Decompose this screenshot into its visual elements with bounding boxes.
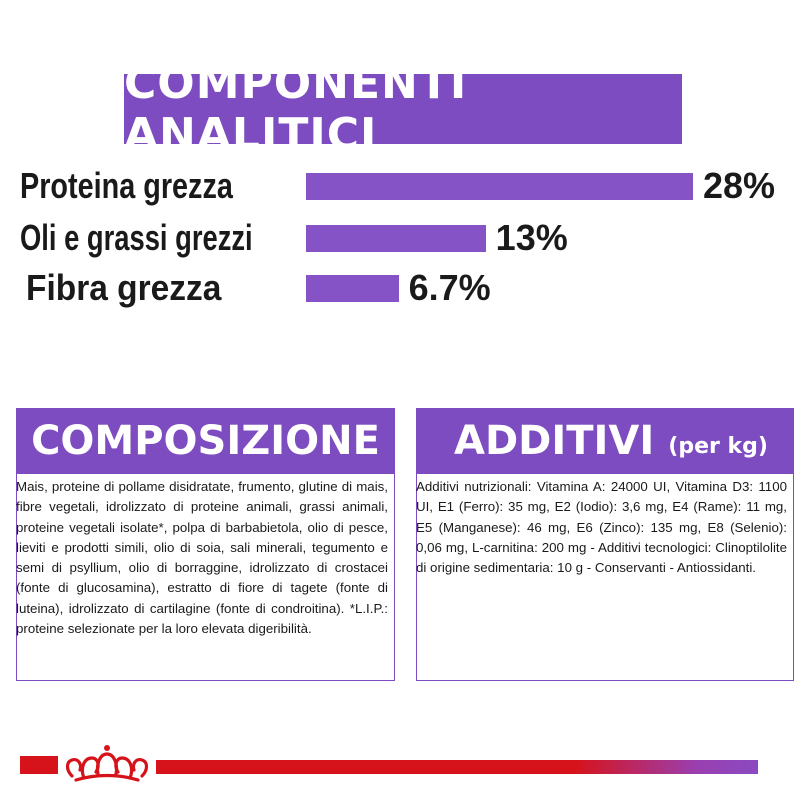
additivi-subtitle: (per kg) (668, 433, 768, 459)
nutrient-bar (306, 173, 693, 200)
nutrient-label: Proteina grezza (20, 165, 233, 206)
nutrient-value: 13% (495, 217, 568, 258)
nutrient-bar (306, 275, 399, 302)
royal-canin-crown-icon (58, 744, 156, 784)
nutrient-label: Oli e grassi grezzi (20, 217, 253, 258)
analitici-title: COMPONENTI ANALITICI (124, 58, 468, 160)
composizione-title: COMPOSIZIONE (31, 418, 380, 464)
composizione-box (16, 474, 395, 681)
composizione-header (16, 408, 395, 474)
footer-gradient-stripe (146, 760, 758, 774)
nutrient-value: 28% (703, 165, 776, 206)
nutrient-label: Fibra grezza (26, 267, 222, 308)
additivi-text: Additivi nutrizionali: Vitamina A: 24000 UI, Vitamina D3: 1100 UI, E1 (Ferro): 35 mg, E2 (Iodio): 3,6 mg, E4 (Rame): 11 mg, E5 (Manganese): 46 mg, E6 (Zinco): 135 mg, E8 (Selenio): 0,06 mg, L-carnitina: 200 mg - Additivi tecnologici: Clinoptilolite di origine sedimentaria: 10 g - Conservanti - Antiossidanti. (416, 479, 787, 576)
additivi-title: ADDITIVI (454, 418, 655, 464)
additivi-header (416, 408, 794, 474)
analitici-header (124, 58, 682, 160)
additivi-box (416, 474, 794, 681)
nutrient-bar (306, 225, 486, 252)
composizione-text: Mais, proteine di pollame disidratate, frumento, glutine di mais, fibre vegetali, idrolizzato di proteine animali, grassi animali, proteine vegetali isolate*, polpa di barbabietola, olio di pesce, lieviti e prodotti simili, olio di soia, sali minerali, tegumento e semi di psyllium, olio di borraggine, idrolizzato di crostacei (fonte di glucosamina), estratto di fiore di tagete (fonte di luteina), idrolizzato di cartilagine (fonte di condroitina). *L.I.P.: proteine selezionate per la loro elevata digeribilità. (16, 479, 388, 637)
nutrient-value: 6.7% (408, 267, 491, 308)
